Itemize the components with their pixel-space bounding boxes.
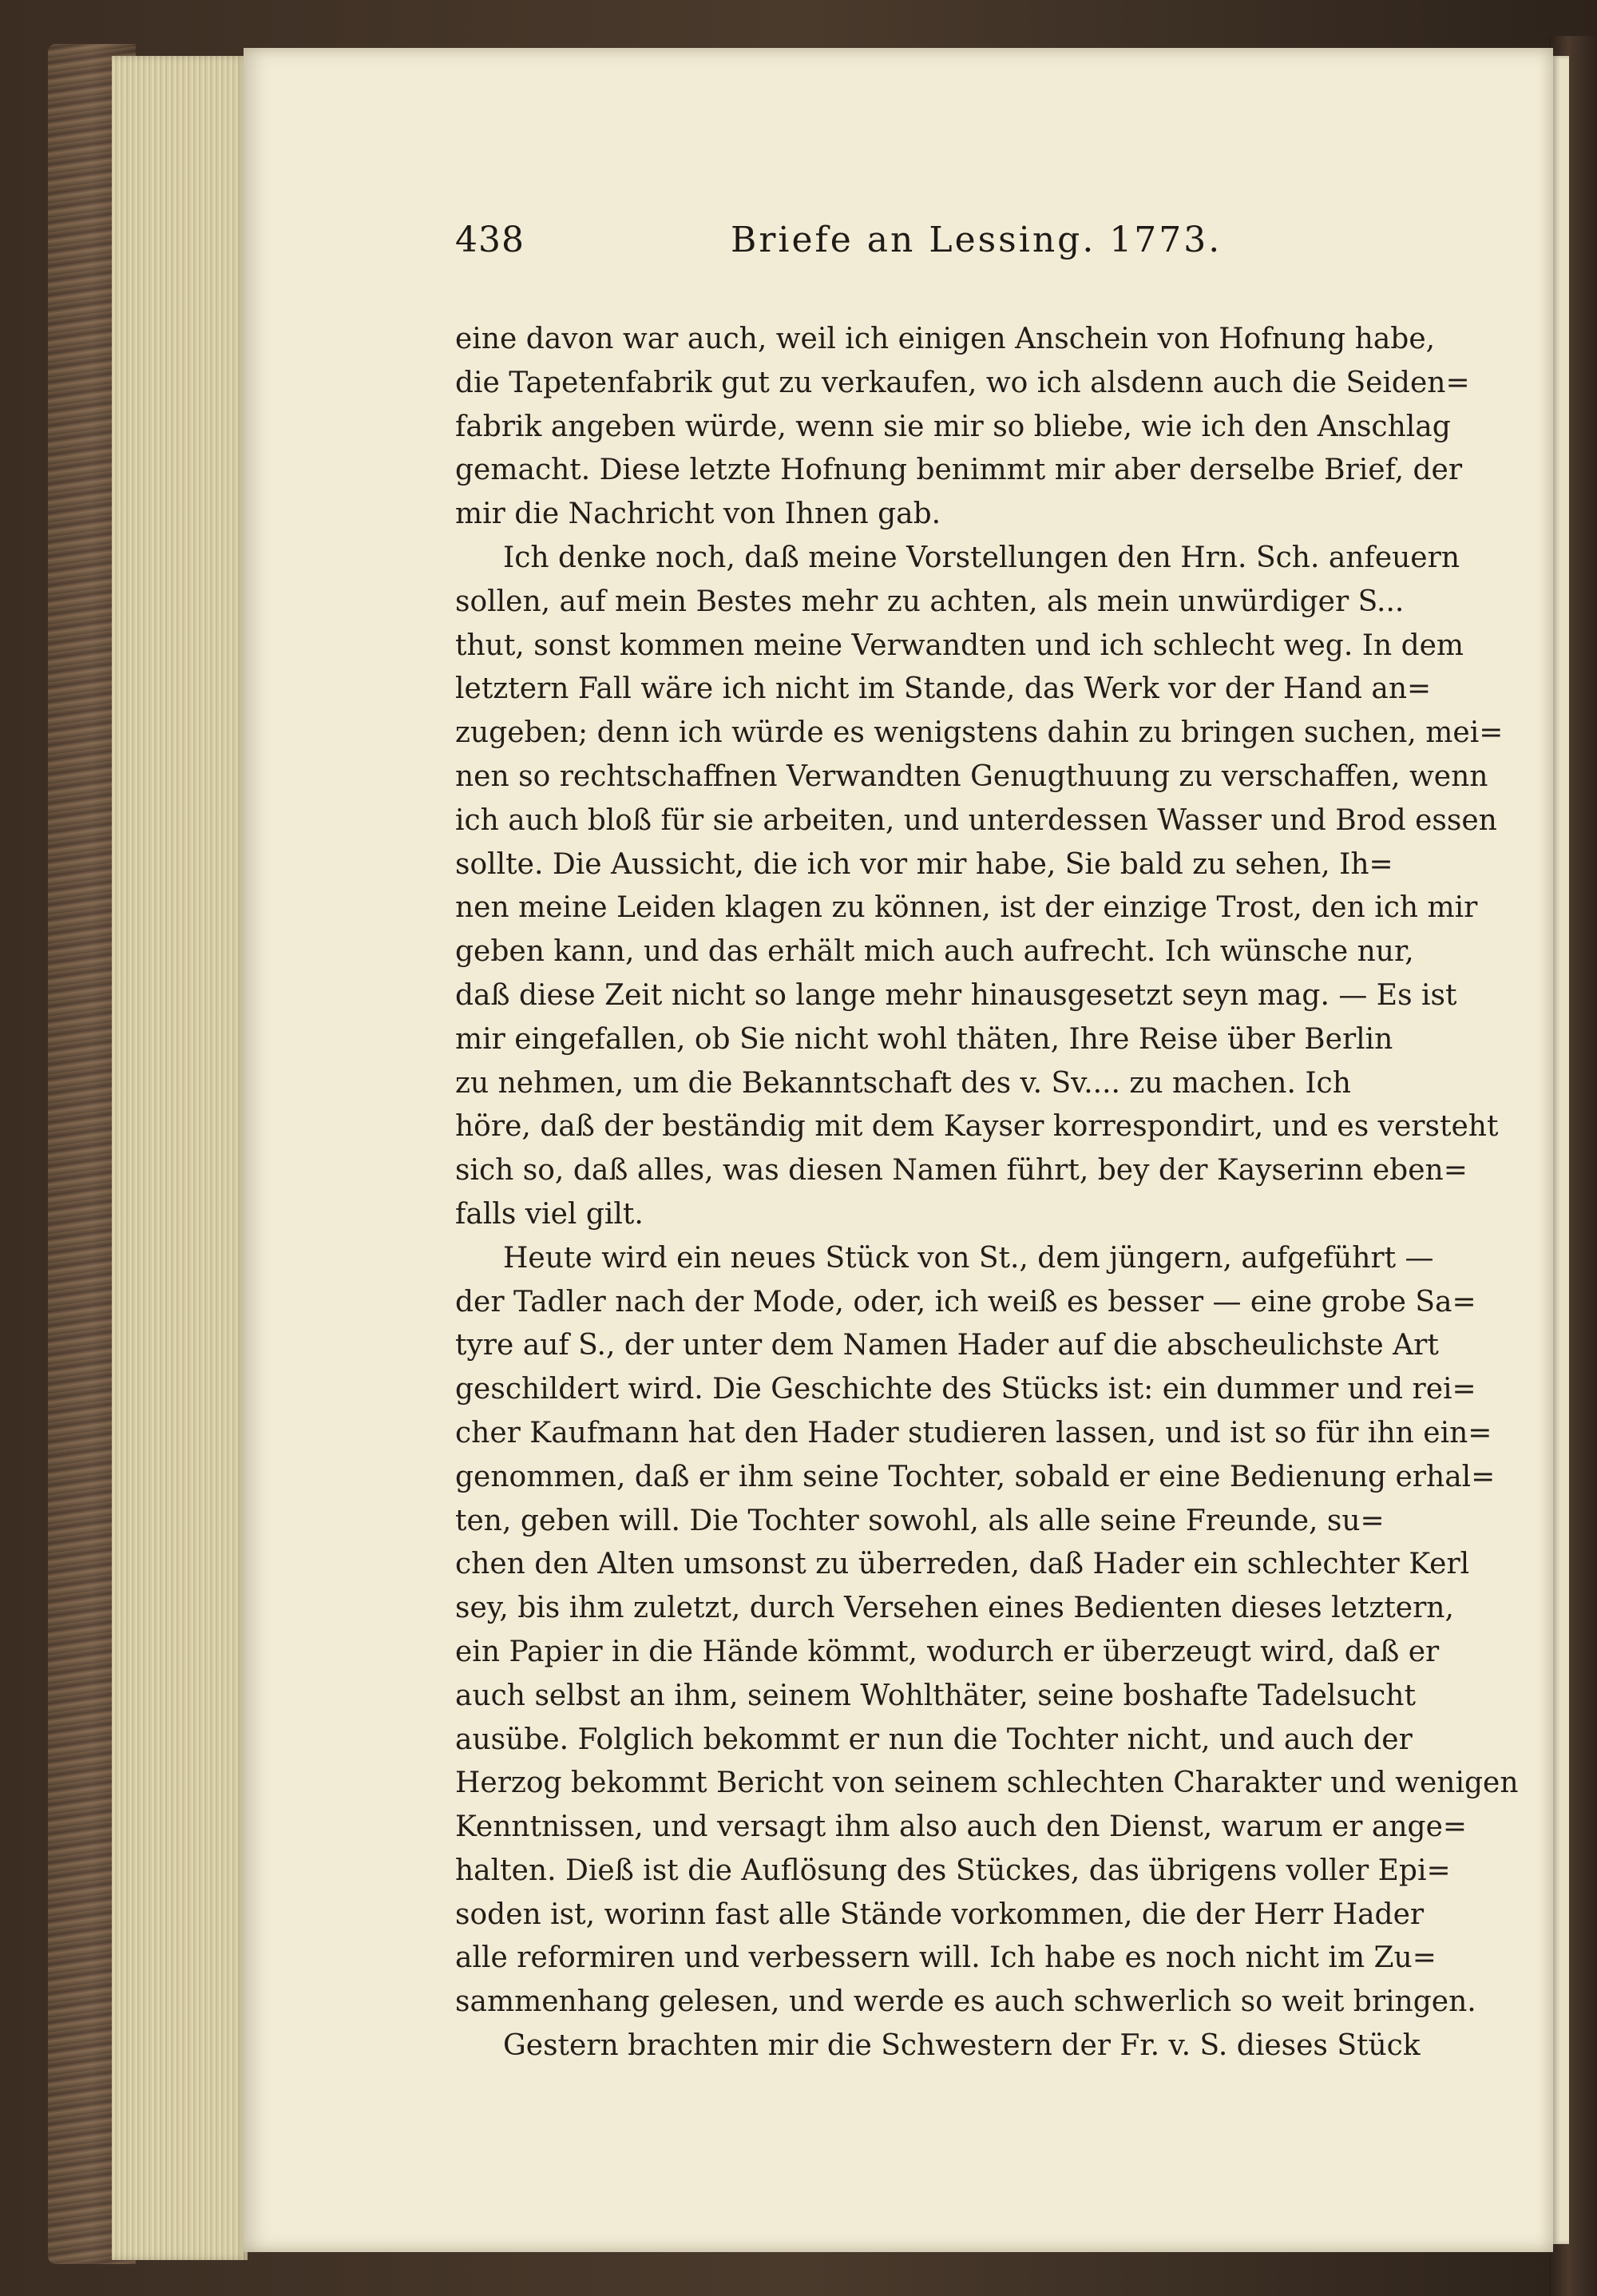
text-line: halten. Dieß ist die Auflösung des Stückes, das übrigens voller Epi= (455, 1854, 1451, 1887)
text-line: mir die Nachricht von Ihnen gab. (455, 498, 941, 531)
text-line: ausübe. Folglich bekommt er nun die Tochter nicht, und auch der (455, 1723, 1413, 1756)
text-line: soden ist, worinn fast alle Stände vorkommen, die der Herr Hader (455, 1897, 1425, 1931)
text-line: tyre auf S., der unter dem Namen Hader auf die abscheulichste Art (455, 1329, 1439, 1362)
text-line: daß diese Zeit nicht so lange mehr hinausgesetzt seyn mag. — Es ist (455, 978, 1457, 1012)
text-line: Herzog bekommt Bericht von seinem schlechten Charakter und wenigen (455, 1767, 1519, 1800)
text-line: Ich denke noch, daß meine Vorstellungen den Hrn. Sch. anfeuern (503, 541, 1460, 574)
text-line: sollen, auf mein Bestes mehr zu achten, als mein unwürdiger S... (455, 585, 1405, 618)
text-line: eine davon war auch, weil ich einigen Anschein von Hofnung habe, (455, 323, 1436, 355)
page-header (455, 212, 1345, 268)
text-line: ein Papier in die Hände kömmt, wodurch er überzeugt wird, daß er (455, 1635, 1440, 1668)
text-line: nen meine Leiden klagen zu können, ist der einzige Trost, den ich mir (455, 891, 1478, 925)
text-line: nen so rechtschaffnen Verwandten Genugthuung zu verschaffen, wenn (455, 759, 1488, 793)
text-line: letztern Fall wäre ich nicht im Stande, das Werk vor der Hand an= (455, 672, 1432, 706)
page-edges (112, 56, 248, 2260)
text-line: ten, geben will. Die Tochter sowohl, als alle seine Freunde, su= (455, 1504, 1385, 1537)
text-line: zu nehmen, um die Bekanntschaft des v. Sv.... zu machen. Ich (455, 1066, 1351, 1100)
text-line: Kenntnissen, und versagt ihm also auch den Dienst, warum er ange= (455, 1810, 1468, 1844)
text-line: sollte. Die Aussicht, die ich vor mir habe, Sie bald zu sehen, Ih= (455, 847, 1393, 881)
text-line: zugeben; denn ich würde es wenigstens dahin zu bringen suchen, mei= (455, 716, 1504, 750)
text-line: chen den Alten umsonst zu überreden, daß Hader ein schlechter Kerl (455, 1548, 1470, 1581)
text-line: alle reformiren und verbessern will. Ich habe es noch nicht im Zu= (455, 1941, 1437, 1975)
text-line: geben kann, und das erhält mich auch aufrecht. Ich wünsche nur, (455, 935, 1414, 969)
text-line: Gestern brachten mir die Schwestern der Fr. v. S. dieses Stück (503, 2029, 1421, 2063)
text-line: die Tapetenfabrik gut zu verkaufen, wo ich alsdenn auch die Seiden= (455, 366, 1470, 399)
text-line: thut, sonst kommen meine Verwandten und ich schlecht weg. In dem (455, 629, 1464, 662)
text-line: der Tadler nach der Mode, oder, ich weiß es besser — eine grobe Sa= (455, 1285, 1476, 1319)
running-title: Briefe an Lessing. 1773. (731, 220, 1223, 260)
facing-page-edge (1553, 56, 1569, 2244)
text-line: auch selbst an ihm, seinem Wohlthäter, seine boshafte Tadelsucht (455, 1679, 1416, 1712)
text-line: cher Kaufmann hat den Hader studieren lassen, und ist so für ihn ein= (455, 1416, 1492, 1449)
text-line: höre, daß der beständig mit dem Kayser korrespondirt, und es versteht (455, 1110, 1499, 1144)
text-line: genommen, daß er ihm seine Tochter, sobald er eine Bedienung erhal= (455, 1460, 1496, 1493)
text-line: mir eingefallen, ob Sie nicht wohl thäten, Ihre Reise über Berlin (455, 1022, 1393, 1056)
text-line: sich so, daß alles, was diesen Namen führt, bey der Kayserinn eben= (455, 1154, 1468, 1188)
text-line: falls viel gilt. (455, 1197, 644, 1231)
text-line: ich auch bloß für sie arbeiten, und unterdessen Wasser und Brod essen (455, 803, 1497, 837)
book-page (244, 48, 1553, 2252)
text-line: Heute wird ein neues Stück von St., dem jüngern, aufgeführt — (503, 1241, 1434, 1275)
text-line: sey, bis ihm zuletzt, durch Versehen eines Bedienten dieses letztern, (455, 1592, 1454, 1625)
text-line: sammenhang gelesen, und werde es auch schwerlich so weit bringen. (455, 1985, 1476, 2019)
page-number: 438 (455, 220, 525, 260)
body-text (455, 318, 1519, 2068)
text-line: gemacht. Diese letzte Hofnung benimmt mir aber derselbe Brief, der (455, 454, 1463, 487)
text-line: fabrik angeben würde, wenn sie mir so bliebe, wie ich den Anschlag (455, 410, 1451, 443)
text-line: geschildert wird. Die Geschichte des Stücks ist: ein dummer und rei= (455, 1373, 1476, 1406)
